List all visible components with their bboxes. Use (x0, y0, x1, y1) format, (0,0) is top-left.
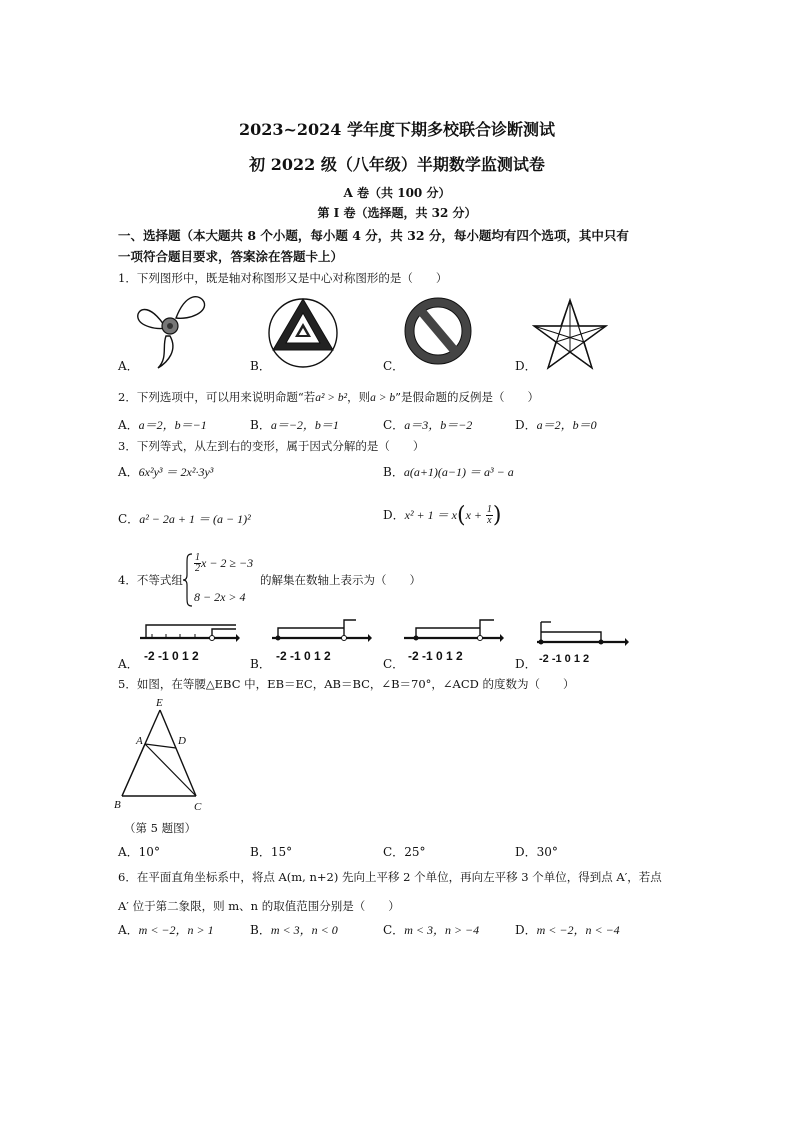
q6-option-b[interactable]: B．m < 3，n < 0 (250, 923, 338, 937)
q4-option-c-label: C． (383, 657, 405, 671)
exam-title-line2: 初 2022 级（八年级）半期数学监测试卷 (249, 155, 545, 174)
q1-option-a-label: A． (118, 359, 139, 373)
q2-option-c[interactable]: C．a＝3，b＝−2 (383, 418, 473, 432)
q3-d-fraction: $\frac{1}{x}$ (486, 504, 492, 526)
q4-number-line-a (140, 618, 240, 668)
q2-condition: a² > b² (315, 392, 348, 404)
q5-option-d[interactable]: D．30° (515, 845, 558, 859)
q5-point-d: D (178, 735, 186, 747)
svg-text:-2 -1 0 1 2: -2 -1 0 1 2 (539, 653, 590, 665)
q5-option-c[interactable]: C．25° (383, 845, 426, 859)
q1-stem: 1．下列图形中，既是轴对称图形又是中心对称图形的是（ ） (118, 271, 448, 285)
exam-title-line1: 2023~2024 学年度下期多校联合诊断测试 (238, 120, 556, 139)
q3-option-c[interactable]: C．a² − 2a + 1 ＝ (a − 1)² (118, 512, 251, 526)
q2-conclusion: a > b (370, 392, 396, 404)
q5-option-b[interactable]: B．15° (250, 845, 293, 859)
volume-label: A 卷（共 100 分） (343, 186, 451, 200)
svg-text:-2 -1 0 1 2: -2 -1 0 1 2 (276, 649, 331, 663)
svg-text:-2 -1 0 1 2: -2 -1 0 1 2 (144, 649, 199, 663)
q5-option-a[interactable]: A．10° (118, 845, 160, 859)
q6-stem-line1: 6．在平面直角坐标系中，将点 A(m, n+2) 先向上平移 2 个单位，再向左平移 3 个单位，得到点 A′，若点 (118, 870, 662, 884)
q1-star-figure (534, 298, 606, 370)
part-label: 第 I 卷（选择题，共 32 分） (317, 206, 477, 220)
q5-point-c: C (194, 801, 202, 813)
q5-stem: 5．如图，在等腰△EBC 中，EB＝EC，AB＝BC，∠B＝70°，∠ACD 的度数为（ ） (118, 677, 575, 691)
q2-stem (118, 389, 539, 405)
q5-point-a: A (136, 735, 143, 747)
q5-triangle-figure (112, 696, 212, 814)
q2-option-b[interactable]: B．a＝−2，b＝1 (250, 418, 339, 432)
q3-stem: 3．下列等式，从左到右的变形，属于因式分解的是（ ） (118, 439, 425, 453)
q4-number-line-b (272, 618, 372, 668)
q5-point-e: E (156, 697, 163, 709)
q4-brace (183, 553, 193, 607)
q4-stem-part1: 4．不等式组 (118, 573, 183, 587)
q4-inequality-2: 8 − 2x > 4 (194, 590, 246, 604)
q4-option-b-label: B． (250, 657, 271, 671)
q6-option-c[interactable]: C．m < 3，n > −4 (383, 923, 480, 937)
q1-option-d-label: D． (515, 359, 537, 373)
q2-stem-part3: ”是假命题的反例是（ ） (395, 390, 540, 404)
q1-prohibition-figure (402, 294, 474, 368)
q4-option-a-label: A． (118, 657, 139, 671)
q4-number-line-d (537, 618, 632, 668)
q5-point-b: B (114, 799, 121, 811)
section-heading-line1: 一、选择题（本大题共 8 个小题，每小题 4 分，共 32 分，每小题均有四个选项，其中只有 (118, 228, 629, 243)
q6-option-d[interactable]: D．m < −2，n < −4 (515, 923, 620, 937)
q3-option-d[interactable]: D．x² + 1 ＝ x(x + $\frac{1}{x}$ ) (383, 503, 502, 528)
q6-option-a[interactable]: A．m < −2，n > 1 (118, 923, 214, 937)
q2-stem-part2: ，则 (347, 390, 371, 404)
q1-option-c-label: C． (383, 359, 405, 373)
q1-option-b-label: B． (250, 359, 271, 373)
q4-option-d-label: D． (515, 657, 537, 671)
q4-number-line-c (404, 618, 504, 668)
svg-text:-2 -1 0 1 2: -2 -1 0 1 2 (408, 649, 463, 663)
q2-option-a[interactable]: A．a＝2，b＝−1 (118, 418, 207, 432)
q1-fan-figure (138, 290, 218, 370)
section-heading-line2: 一项符合题目要求，答案涂在答题卡上） (118, 249, 344, 264)
q1-circle-triangle-figure (269, 295, 339, 371)
q2-option-d[interactable]: D．a＝2，b＝0 (515, 418, 597, 432)
q5-caption: （第 5 题图） (124, 821, 197, 835)
q2-stem-part1: 2．下列选项中，可以用来说明命题“若 (118, 390, 316, 404)
q6-stem-line2: A′ 位于第二象限，则 m、n 的取值范围分别是（ ） (118, 899, 400, 913)
q4-stem-part2: 的解集在数轴上表示为（ ） (260, 573, 421, 587)
q3-option-b[interactable]: B．a(a+1)(a−1) ＝ a³ − a (383, 465, 514, 479)
q3-option-a[interactable]: A．6x²y³ ＝ 2x²·3y³ (118, 465, 214, 479)
q4-inequality-1: $\frac{1}{2}$ x − 2 ≥ −3 (195, 552, 254, 574)
